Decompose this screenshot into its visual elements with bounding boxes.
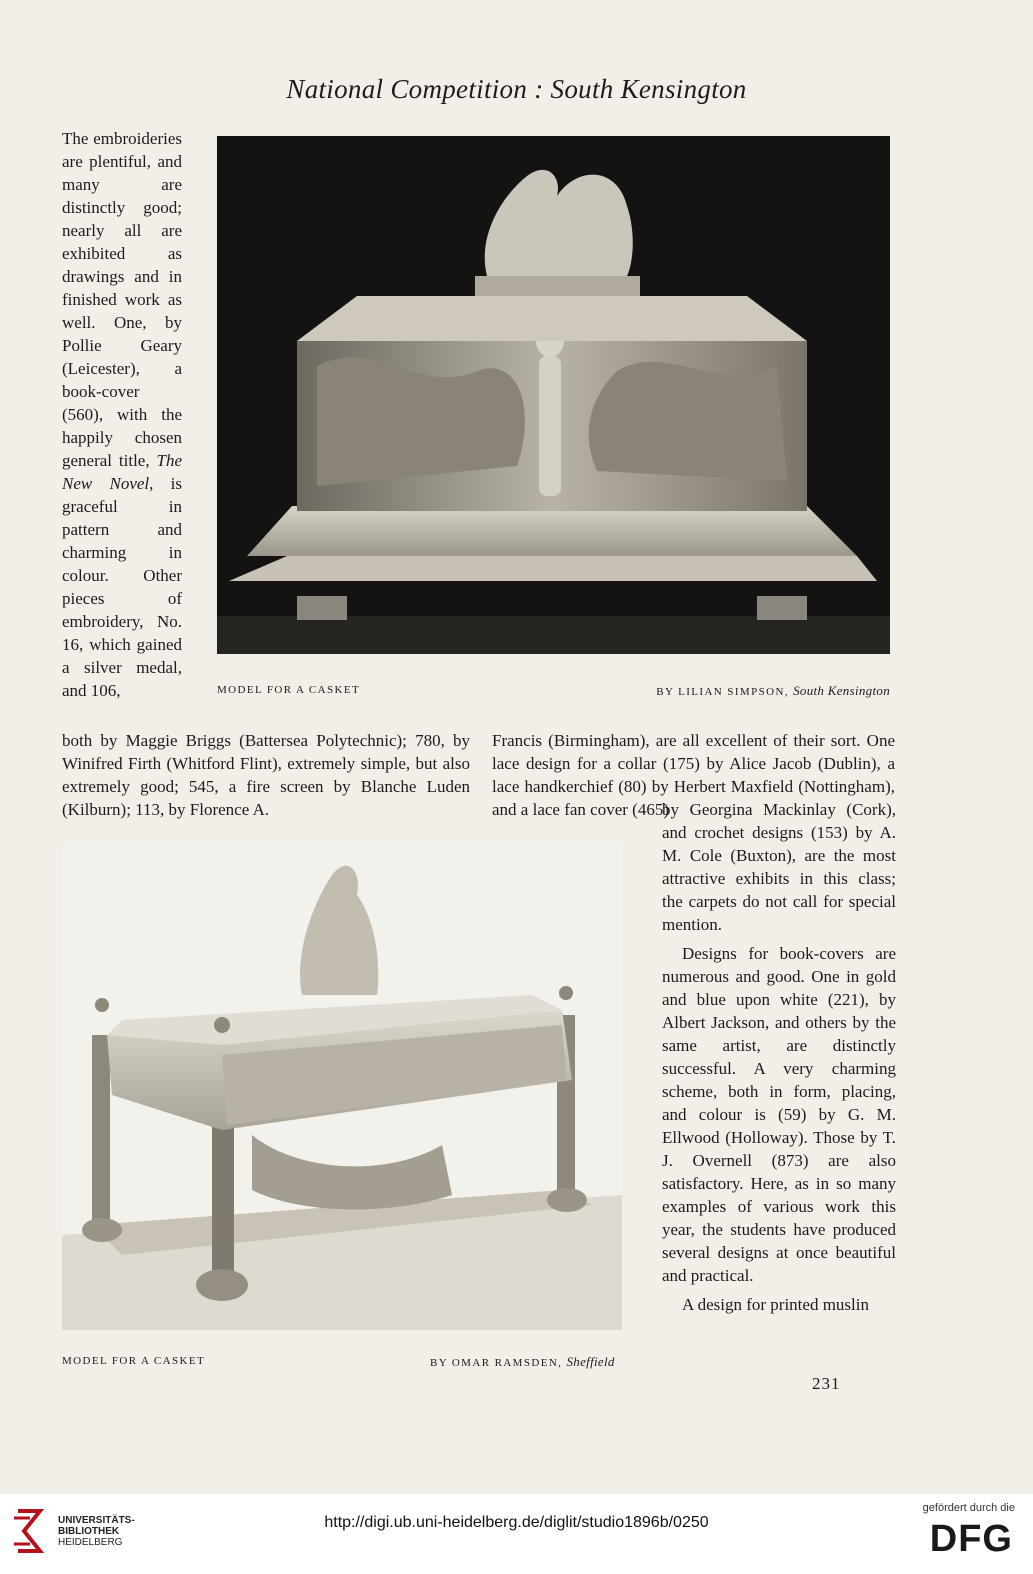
- digitization-footer: [0, 1494, 1033, 1574]
- library-name-line1: UNIVERSITÄTS-: [58, 1515, 135, 1526]
- left-column-text: [62, 127, 182, 702]
- figure2-credit-place: Sheffield: [566, 1354, 615, 1369]
- paragraph-continuation-right: Francis (Birmingham), are all excellent of their sort. One lace design for a collar (175) by Alice Jacob (Dublin), a lace handkerchief (80) by Herbert Maxfield (Nottingham), and a lace fan cover (465): [492, 731, 895, 819]
- figure1-caption-title: MODEL FOR A CASKET: [217, 684, 361, 696]
- library-name-line3: HEIDELBERG: [58, 1537, 123, 1548]
- photo-casket-simpson: [217, 136, 890, 654]
- right-column-text: [662, 798, 896, 1316]
- figure1-caption-credit: [656, 683, 890, 699]
- paragraph-embroideries-end: , is graceful in pattern and charming in colour. Other pieces of embroidery, No. 16, which gained a silver medal, and 106,: [62, 474, 182, 700]
- casket-simpson-illustration: [217, 136, 890, 654]
- page-number: 231: [812, 1374, 841, 1393]
- figure1-credit-place: South Kensington: [793, 683, 890, 698]
- dfg-logo: DFG: [929, 1518, 1013, 1560]
- figure2-caption-title: MODEL FOR A CASKET: [62, 1355, 206, 1367]
- figure2-credit-name: BY OMAR RAMSDEN,: [430, 1357, 563, 1369]
- casket-ramsden-illustration: [62, 845, 622, 1330]
- figure2-caption-credit: [430, 1354, 615, 1370]
- digital-copy-link[interactable]: http://digi.ub.uni-heidelberg.de/diglit/studio1896b/0250: [324, 1514, 709, 1531]
- paragraph-embroideries: [62, 127, 182, 702]
- book-title: The New Novel: [62, 451, 182, 493]
- funded-by-label: gefördert durch die: [922, 1502, 1015, 1514]
- running-header: National Competition : South Kensington: [286, 74, 747, 104]
- paragraph-embroideries-start: The embroideries are plentiful, and many are distinctly good; nearly all are exhibited as drawings and in finished work as well. One, by Pollie Geary (Leicester), a book-cover (560), with the happily chosen general title,: [62, 129, 182, 470]
- paragraph-lace: by Georgina Mackinlay (Cork), and crochet designs (153) by A. M. Cole (Buxton), are the most attractive exhibits in this class; the carpets do not call for special mention.: [662, 800, 896, 934]
- photo-casket-ramsden: [62, 845, 622, 1330]
- paragraph-continuation-left: both by Maggie Briggs (Battersea Polytechnic); 780, by Winifred Firth (Whitford Flint), extremely simple, but also extremely good; 545, a fire screen by Blanche Luden (Kilburn); 113, by Florence A.: [62, 731, 470, 819]
- library-name-line2: BIBLIOTHEK: [58, 1526, 120, 1537]
- figure1-credit-name: BY LILIAN SIMPSON,: [656, 686, 789, 698]
- paragraph-book-covers: Designs for book-covers are numerous and good. One in gold and blue upon white (221), by Albert Jackson, and others by the same artist, are distinctly successful. A very charming scheme, both in form, placing, and colour is (59) by G. M. Ellwood (Holloway). Those by T. J. Overnell (873) are also satisfactory. Here, as in so many examples of various work this year, the students have produced several designs at once beautiful and practical.: [662, 944, 896, 1285]
- paragraph-printed-muslin: A design for printed muslin: [682, 1295, 869, 1314]
